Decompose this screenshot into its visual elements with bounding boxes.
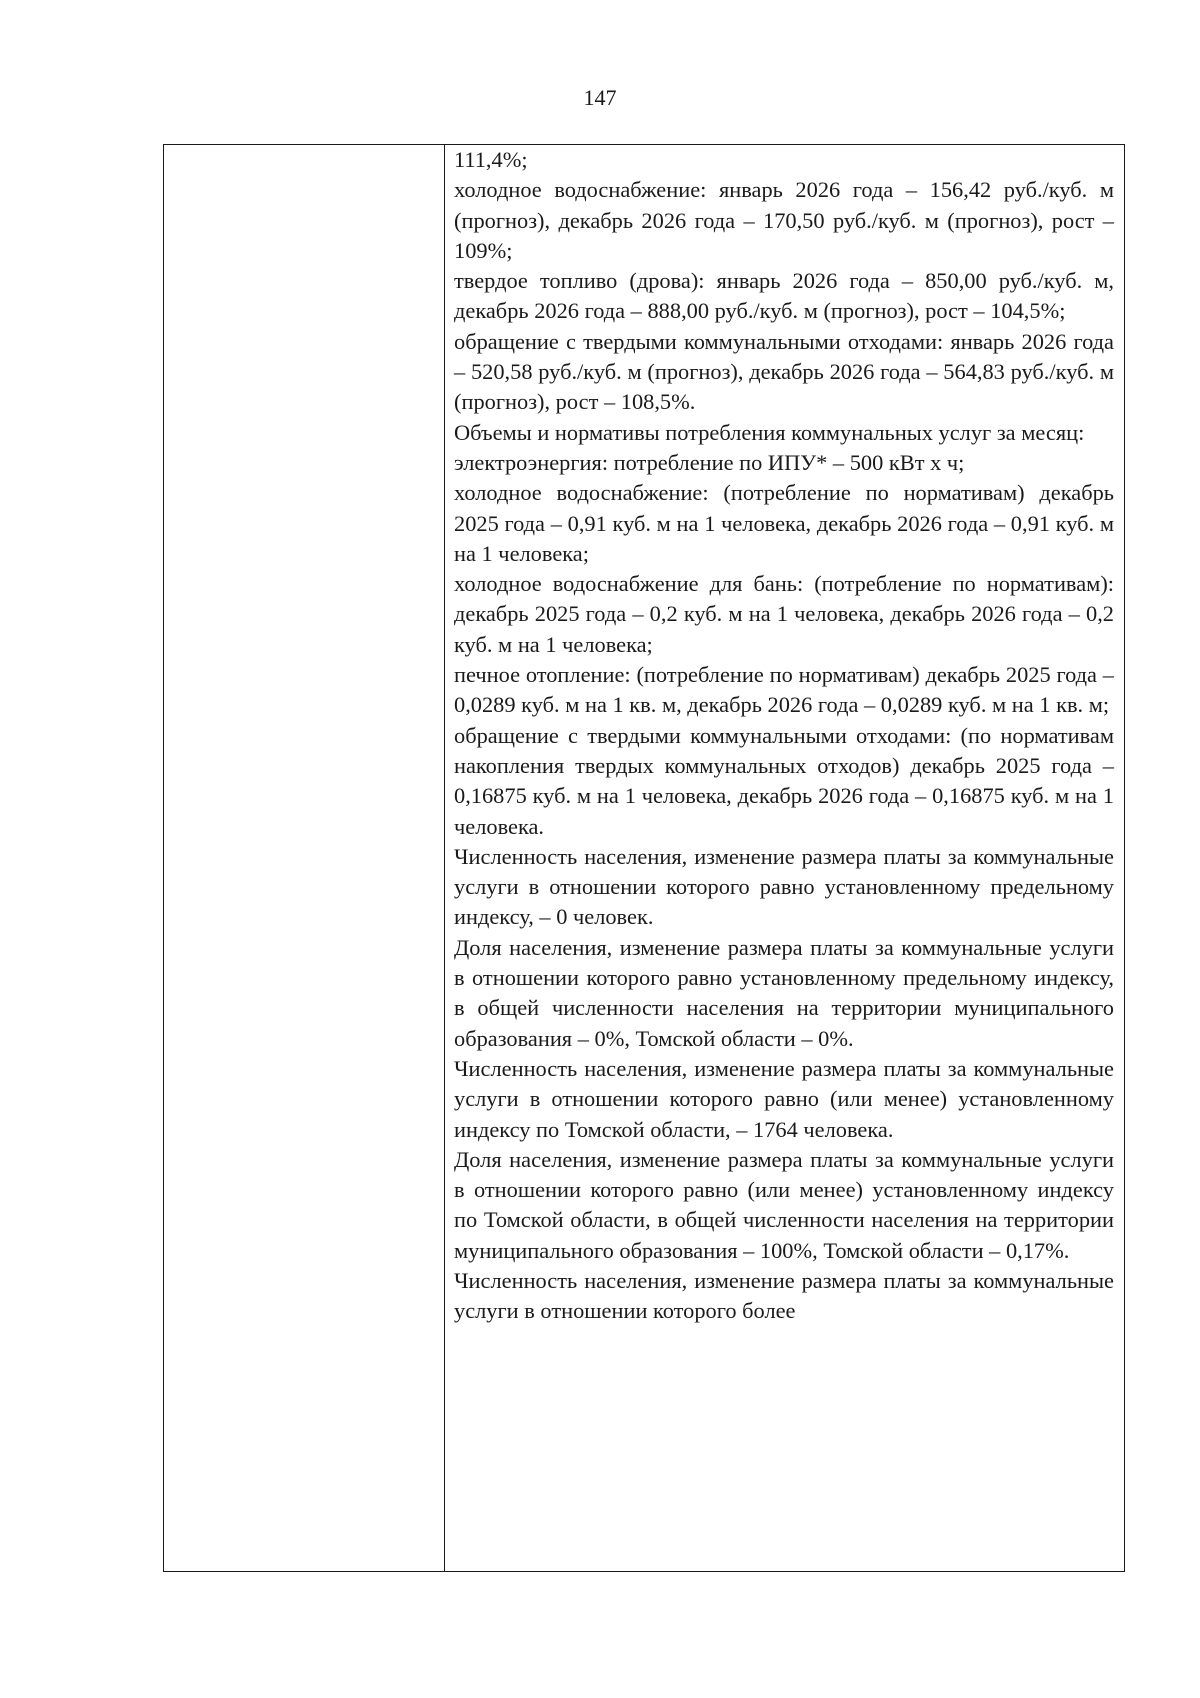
paragraph-share-equal-limit: Доля населения, изменение размера платы за коммунальные услуги в отношении которого равно установленному предельному индексу, в общей численности населения на территории муниципального образования – 0%, Томской области – 0%.	[454, 934, 1114, 1051]
paragraph-bath-water-volume: холодное водоснабжение для бань: (потребление по нормативам): декабрь 2025 года – 0,2 куб. м на 1 человека, декабрь 2026 года – 0,2 куб. м на 1 человека;	[454, 571, 1114, 657]
paragraph-electricity-volume: электроэнергия: потребление по ИПУ* – 500 кВт х ч;	[454, 449, 965, 475]
paragraph-stove-heating-volume: печное отопление: (потребление по нормативам) декабрь 2025 года – 0,0289 куб. м на 1 кв. м, декабрь 2026 года – 0,0289 куб. м на 1 кв. м;	[454, 662, 1114, 718]
paragraph-population-more: Численность населения, изменение размера платы за коммунальные услуги в отношении которого более	[454, 1267, 1114, 1324]
paragraph-cold-water-volume: холодное водоснабжение: (потребление по нормативам) декабрь 2025 года – 0,91 куб. м на 1 человека, декабрь 2026 года – 0,91 куб. м на 1 человека;	[454, 480, 1114, 566]
page-number: 147	[583, 85, 617, 110]
paragraph-share-equal-or-less: Доля населения, изменение размера платы за коммунальные услуги в отношении которого равно (или менее) установленному индексу по Томской области, в общей численности населения на территории муниципального образования – 100%, Томской области – 0,17%.	[454, 1146, 1114, 1263]
paragraph-cold-water-tariff: холодное водоснабжение: январь 2026 года – 156,42 руб./куб. м (прогноз), декабрь 2026 года – 170,50 руб./куб. м (прогноз), рост – 109%;	[454, 177, 1114, 263]
paragraph-population-equal-or-less: Численность населения, изменение размера платы за коммунальные услуги в отношении которого равно (или менее) установленному индексу по Томской области, – 1764 человека.	[454, 1055, 1114, 1142]
paragraph-waste-volume: обращение с твердыми коммунальными отходами: (по нормативам накопления твердых коммунальных отходов) декабрь 2025 года – 0,16875 куб. м на 1 человека, декабрь 2026 года – 0,16875 куб. м на 1 человека.	[454, 722, 1114, 839]
paragraph-growth-percent: 111,4%;	[454, 147, 528, 172]
paragraph-population-equal-limit: Численность населения, изменение размера платы за коммунальные услуги в отношении которого равно установленному предельному индексу, – 0 человек.	[454, 843, 1114, 930]
paragraph-volumes-heading: Объемы и нормативы потребления коммунальных услуг за месяц:	[454, 419, 1085, 445]
document-table	[163, 144, 1125, 1572]
table-left-cell	[164, 145, 445, 1571]
paragraph-firewood-tariff: твердое топливо (дрова): январь 2026 года – 850,00 руб./куб. м, декабрь 2026 года – 888,00 руб./куб. м (прогноз), рост – 104,5%;	[454, 268, 1114, 324]
paragraph-waste-tariff: обращение с твердыми коммунальными отходами: январь 2026 года – 520,58 руб./куб. м (прогноз), декабрь 2026 года – 564,83 руб./куб. м (прогноз), рост – 108,5%.	[454, 328, 1114, 415]
table-right-cell	[445, 145, 1124, 1571]
